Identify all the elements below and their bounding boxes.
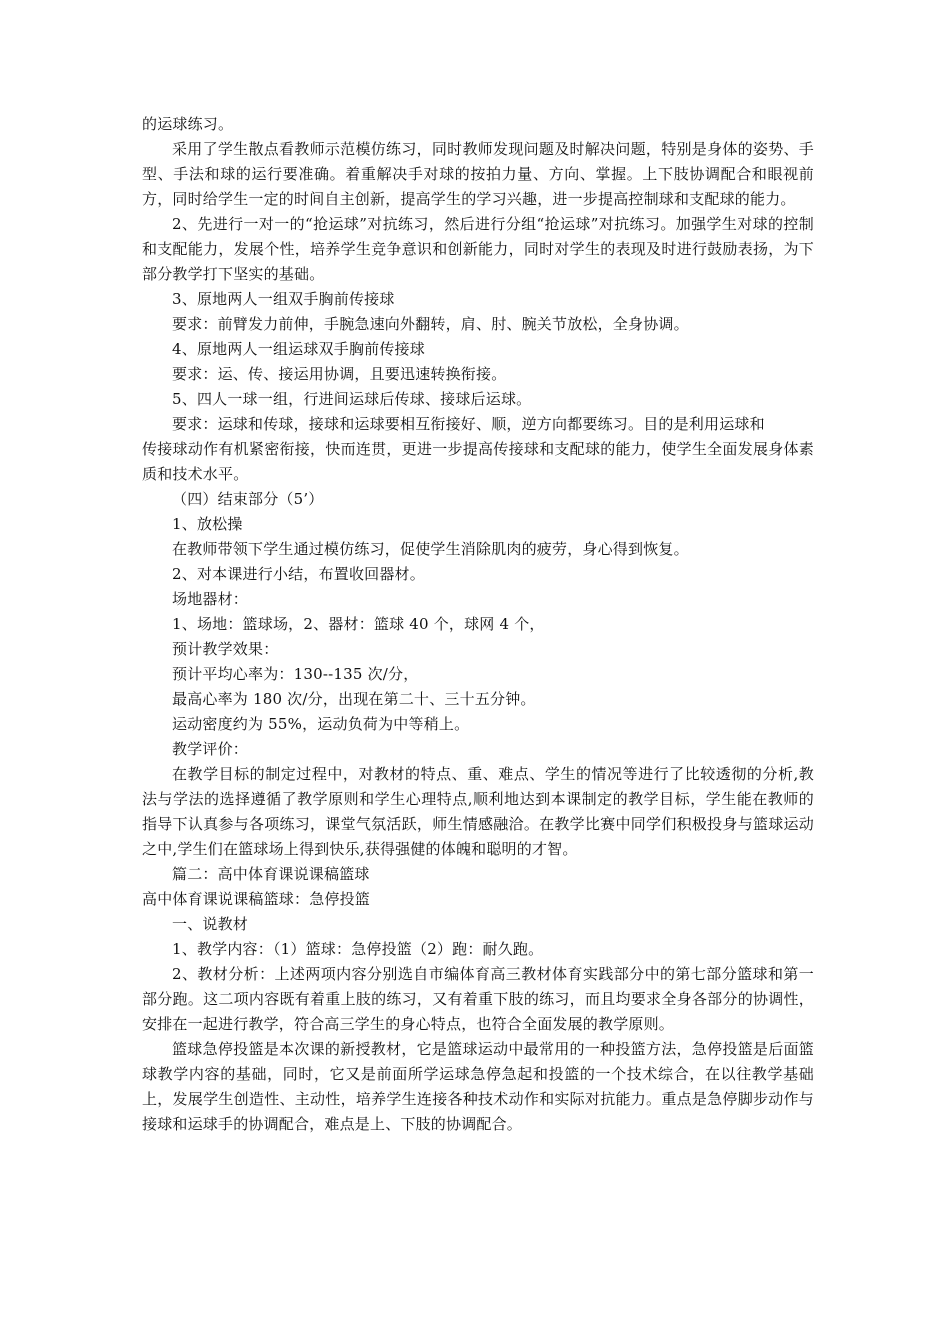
paragraph: 2、对本课进行小结，布置收回器材。 [172,565,425,583]
paragraph: 教学评价： [172,740,249,758]
paragraph: 预计平均心率为：130--135 次/分， [172,665,419,683]
paragraph: 在教师带领下学生通过模仿练习，促使学生消除肌肉的疲劳，身心得到恢复。 [172,540,689,558]
paragraph: 要求：运、传、接运用协调，且要迅速转换衔接。 [172,365,507,383]
paragraph: 要求：运球和传球，接球和运球要相互衔接好、顺，逆方向都要练习。目的是利用运球和 [172,415,765,433]
paragraph: 3、原地两人一组双手胸前传接球 [172,290,395,308]
section-heading: 高中体育课说课稿篮球：急停投篮 [142,890,371,908]
paragraph: 预计教学效果： [172,640,279,658]
paragraph: 5、四人一球一组，行进间运球后传球、接球后运球。 [172,390,532,408]
paragraph: 4、原地两人一组运球双手胸前传接球 [172,340,425,358]
section-heading: 一、说教材 [172,915,249,933]
section-heading: 篇二：高中体育课说课稿篮球 [172,865,370,883]
paragraph: 1、教学内容：（1）篮球：急停投篮（2）跑：耐久跑。 [172,940,544,958]
paragraph: 1、场地：篮球场，2、器材：篮球 40 个，球网 4 个， [172,615,545,633]
paragraph: 2、先进行一对一的“抢运球”对抗练习，然后进行分组“抢运球”对抗练习。加强学生对球的控制和支配能力，发展个性，培养学生竞争意识和创新能力，同时对学生的表现及时进行鼓励表扬，为下部分教学打下坚实的基础。 [142,215,814,283]
paragraph: 采用了学生散点看教师示范模仿练习，同时教师发现问题及时解决问题，特别是身体的姿势、手型、手法和球的运行要准确。着重解决手对球的按拍力量、方向、掌握。上下肢协调配合和眼视前方，同时给学生一定的时间自主创新，提高学生的学习兴趣，进一步提高控制球和支配球的能力。 [142,140,814,208]
paragraph: 场地器材： [172,590,249,608]
paragraph: 的运球练习。 [142,115,234,133]
document-body [142,112,814,1137]
paragraph: 1、放松操 [172,515,243,533]
paragraph: 篮球急停投篮是本次课的新授教材，它是篮球运动中最常用的一种投篮方法，急停投篮是后面篮球教学内容的基础，同时，它又是前面所学运球急停急起和投篮的一个技术综合，在以往教学基础上，发展学生创造性、主动性，培养学生连接各种技术动作和实际对抗能力。重点是急停脚步动作与接球和运球手的协调配合，难点是上、下肢的协调配合。 [142,1040,814,1133]
section-heading: （四）结束部分（5’） [172,490,324,508]
paragraph: 2、教材分析：上述两项内容分别选自市编体育高三教材体育实践部分中的第七部分篮球和第一部分跑。这二项内容既有着重上肢的练习，又有着重下肢的练习，而且均要求全身各部分的协调性，安排在一起进行教学，符合高三学生的身心特点，也符合全面发展的教学原则。 [142,965,814,1033]
paragraph: 最高心率为 180 次/分，出现在第二十、三十五分钟。 [172,690,536,708]
paragraph: 运动密度约为 55%，运动负荷为中等稍上。 [172,715,470,733]
paragraph: 要求：前臂发力前伸，手腕急速向外翻转，肩、肘、腕关节放松，全身协调。 [172,315,689,333]
paragraph: 传接球动作有机紧密衔接，快而连贯，更进一步提高传接球和支配球的能力，使学生全面发展身体素质和技术水平。 [142,440,814,483]
paragraph: 在教学目标的制定过程中，对教材的特点、重、难点、学生的情况等进行了比较透彻的分析,教法与学法的选择遵循了教学原则和学生心理特点,顺利地达到本课制定的教学目标，学生能在教师的指导下认真参与各项练习，课堂气氛活跃，师生情感融洽。在教学比赛中同学们积极投身与篮球运动之中,学生们在篮球场上得到快乐,获得强健的体魄和聪明的才智。 [142,765,814,858]
